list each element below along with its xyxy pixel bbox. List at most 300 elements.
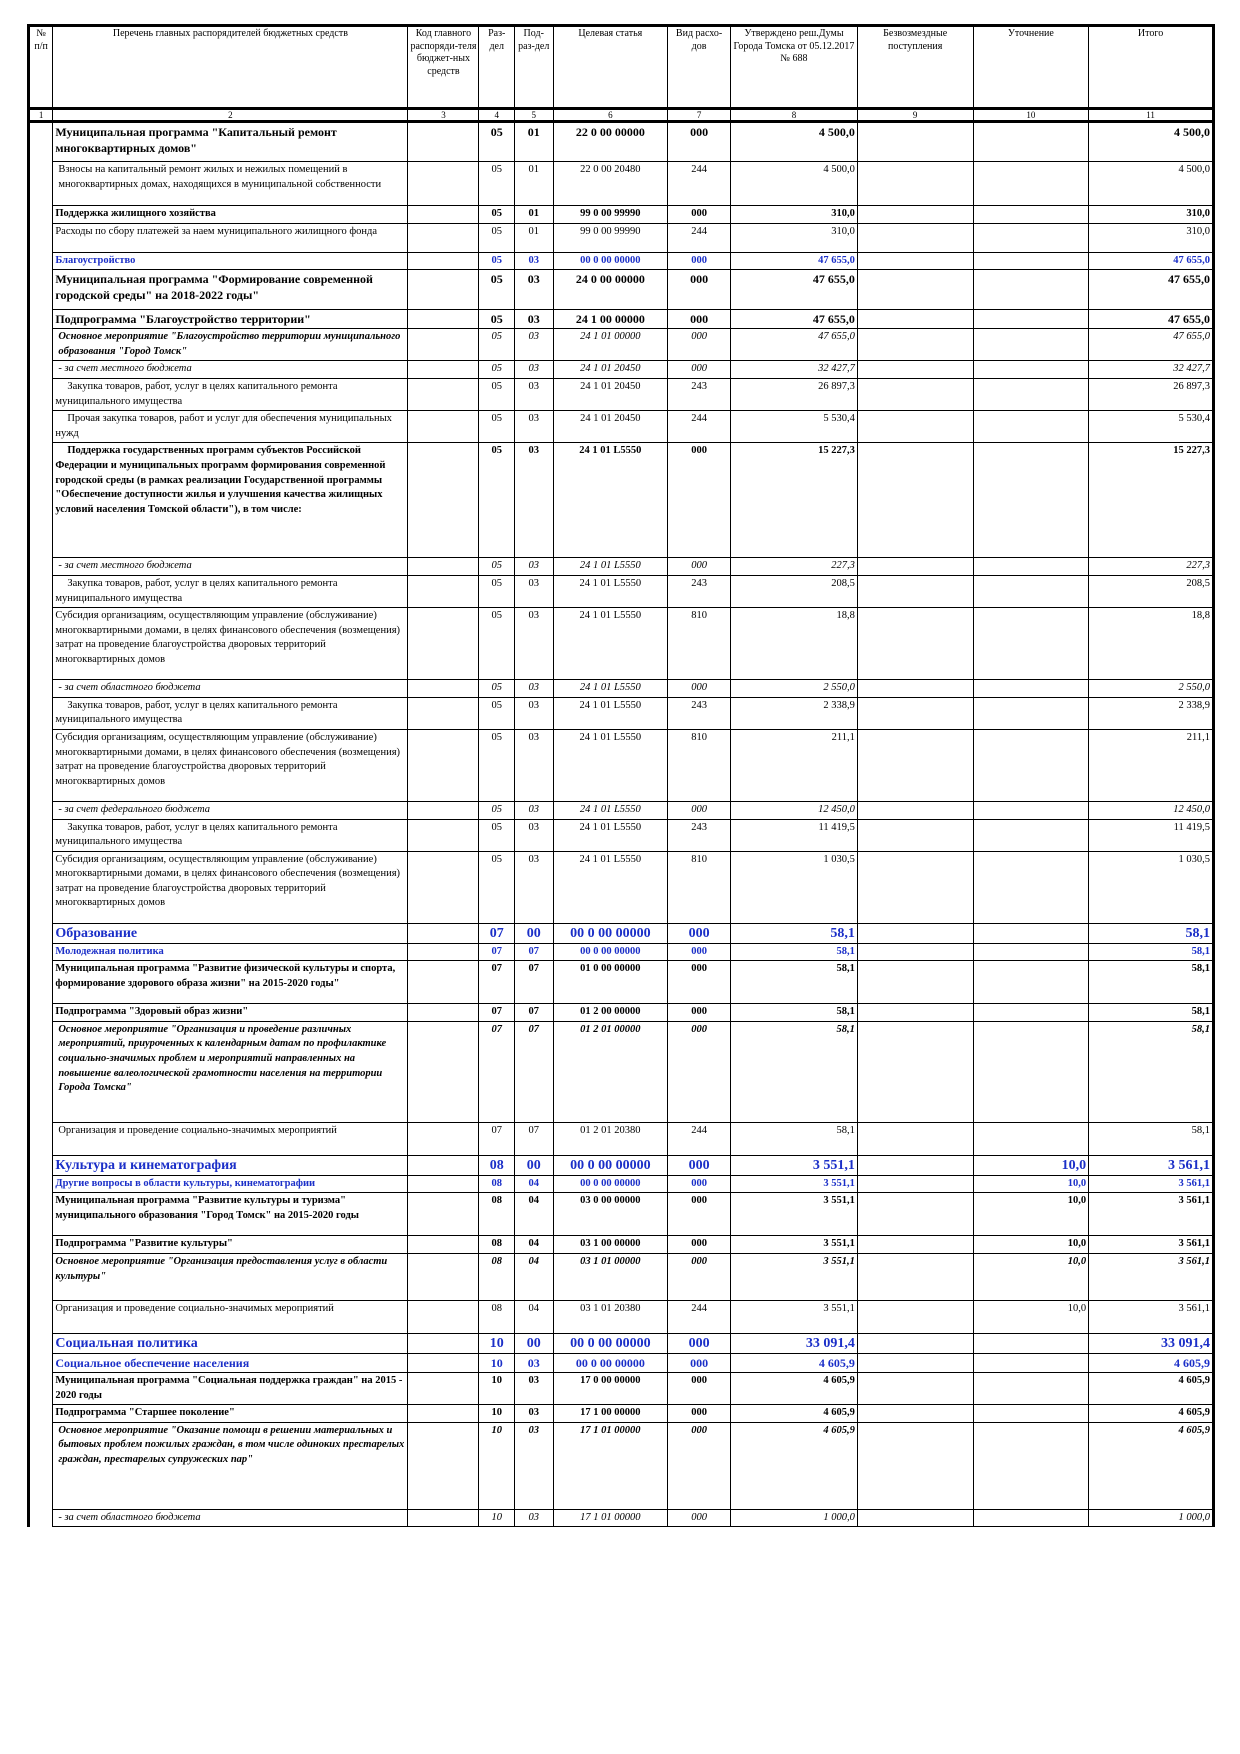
row-target: 24 1 01 L5550 (553, 729, 668, 801)
row-gratuitous (857, 851, 973, 923)
row-number-cell (29, 206, 53, 224)
row-clarification (973, 378, 1089, 410)
row-expense-type: 000 (668, 1254, 731, 1301)
row-podrazdel: 07 (514, 1122, 553, 1155)
header-col-8: Утверждено реш.Думы Города Томска от 05.12.2017 № 688 (731, 26, 858, 109)
row-total: 58,1 (1089, 923, 1214, 943)
row-number-cell (29, 378, 53, 410)
row-razdel: 10 (479, 1405, 515, 1423)
row-target: 99 0 00 99990 (553, 206, 668, 224)
row-approved: 3 551,1 (731, 1175, 858, 1193)
row-number-cell (29, 961, 53, 1004)
row-name: Другие вопросы в области культуры, кинематографии (53, 1175, 408, 1193)
header-num-7: 7 (668, 109, 731, 122)
row-clarification (973, 680, 1089, 698)
row-podrazdel: 04 (514, 1175, 553, 1193)
row-kod (408, 575, 479, 607)
row-kod (408, 680, 479, 698)
row-clarification (973, 1422, 1089, 1509)
row-approved: 12 450,0 (731, 801, 858, 819)
row-clarification (973, 1004, 1089, 1022)
row-expense-type: 000 (668, 1373, 731, 1405)
row-name: Закупка товаров, работ, услуг в целях капитального ремонта муниципального имущества (53, 819, 408, 851)
row-number-cell (29, 270, 53, 310)
row-approved: 208,5 (731, 575, 858, 607)
row-expense-type: 000 (668, 1236, 731, 1254)
row-razdel: 05 (479, 252, 515, 270)
row-podrazdel: 03 (514, 310, 553, 329)
row-number-cell (29, 1509, 53, 1527)
row-target: 01 2 00 00000 (553, 1004, 668, 1022)
row-number-cell (29, 361, 53, 379)
row-total: 47 655,0 (1089, 329, 1214, 361)
row-name: Закупка товаров, работ, услуг в целях капитального ремонта муниципального имущества (53, 697, 408, 729)
row-approved: 47 655,0 (731, 310, 858, 329)
row-gratuitous (857, 961, 973, 1004)
row-gratuitous (857, 1334, 973, 1354)
row-podrazdel: 00 (514, 923, 553, 943)
row-podrazdel: 07 (514, 943, 553, 961)
row-kod (408, 329, 479, 361)
header-num-8: 8 (731, 109, 858, 122)
row-number-cell (29, 1254, 53, 1301)
row-podrazdel: 03 (514, 378, 553, 410)
row-target: 03 1 01 00000 (553, 1254, 668, 1301)
row-target: 24 1 01 L5550 (553, 680, 668, 698)
table-row (29, 1021, 1214, 1122)
header-num-2: 2 (53, 109, 408, 122)
table-row (29, 558, 1214, 576)
table-row (29, 329, 1214, 361)
row-kod (408, 1155, 479, 1175)
row-kod (408, 801, 479, 819)
row-total: 208,5 (1089, 575, 1214, 607)
row-approved: 58,1 (731, 923, 858, 943)
row-podrazdel: 03 (514, 1405, 553, 1423)
row-target: 24 1 01 20450 (553, 378, 668, 410)
row-gratuitous (857, 1422, 973, 1509)
row-approved: 4 500,0 (731, 162, 858, 206)
row-number-cell (29, 1175, 53, 1193)
header-col-3: Код главного распоряди-теля бюджет-ных средств (408, 26, 479, 109)
row-gratuitous (857, 558, 973, 576)
row-razdel: 10 (479, 1334, 515, 1354)
row-podrazdel: 03 (514, 443, 553, 558)
row-approved: 18,8 (731, 608, 858, 680)
table-row (29, 1193, 1214, 1236)
row-name: Культура и кинематография (53, 1155, 408, 1175)
row-number-cell (29, 801, 53, 819)
row-expense-type: 000 (668, 122, 731, 162)
row-clarification: 10,0 (973, 1155, 1089, 1175)
row-razdel: 08 (479, 1254, 515, 1301)
row-total: 18,8 (1089, 608, 1214, 680)
row-approved: 58,1 (731, 1021, 858, 1122)
table-row (29, 310, 1214, 329)
table-row (29, 270, 1214, 310)
row-expense-type: 000 (668, 558, 731, 576)
table-row (29, 122, 1214, 162)
row-gratuitous (857, 819, 973, 851)
row-kod (408, 1405, 479, 1423)
row-razdel: 08 (479, 1193, 515, 1236)
row-gratuitous (857, 1373, 973, 1405)
row-number-cell (29, 443, 53, 558)
row-expense-type: 810 (668, 851, 731, 923)
row-name: - за счет областного бюджета (53, 680, 408, 698)
row-expense-type: 000 (668, 310, 731, 329)
row-name: Социальное обеспечение населения (53, 1354, 408, 1373)
row-approved: 47 655,0 (731, 252, 858, 270)
row-target: 99 0 00 99990 (553, 223, 668, 252)
table-header (29, 26, 1214, 122)
row-gratuitous (857, 680, 973, 698)
row-razdel: 07 (479, 961, 515, 1004)
row-clarification (973, 729, 1089, 801)
row-kod (408, 223, 479, 252)
table-row (29, 1509, 1214, 1527)
row-clarification: 10,0 (973, 1175, 1089, 1193)
row-podrazdel: 00 (514, 1155, 553, 1175)
row-kod (408, 310, 479, 329)
row-name: Муниципальная программа "Развитие физической культуры и спорта, формирование здорового образа жизни" на 2015-2020 годы" (53, 961, 408, 1004)
row-podrazdel: 03 (514, 801, 553, 819)
row-gratuitous (857, 1354, 973, 1373)
row-approved: 211,1 (731, 729, 858, 801)
row-gratuitous (857, 122, 973, 162)
row-razdel: 05 (479, 411, 515, 443)
row-gratuitous (857, 1122, 973, 1155)
row-kod (408, 1422, 479, 1509)
row-target: 24 1 01 L5550 (553, 697, 668, 729)
row-gratuitous (857, 1301, 973, 1334)
row-gratuitous (857, 697, 973, 729)
row-gratuitous (857, 443, 973, 558)
row-podrazdel: 07 (514, 961, 553, 1004)
row-gratuitous (857, 252, 973, 270)
row-name: Социальная политика (53, 1334, 408, 1354)
row-kod (408, 851, 479, 923)
row-razdel: 08 (479, 1175, 515, 1193)
row-approved: 4 605,9 (731, 1373, 858, 1405)
row-total: 58,1 (1089, 961, 1214, 1004)
row-podrazdel: 03 (514, 608, 553, 680)
row-name: Подпрограмма "Благоустройство территории" (53, 310, 408, 329)
row-expense-type: 244 (668, 1122, 731, 1155)
row-clarification (973, 943, 1089, 961)
row-total: 4 605,9 (1089, 1422, 1214, 1509)
row-clarification (973, 310, 1089, 329)
row-expense-type: 243 (668, 697, 731, 729)
row-total: 211,1 (1089, 729, 1214, 801)
row-name: - за счет местного бюджета (53, 558, 408, 576)
row-clarification (973, 961, 1089, 1004)
row-expense-type: 244 (668, 162, 731, 206)
row-razdel: 07 (479, 1004, 515, 1022)
row-clarification (973, 361, 1089, 379)
row-expense-type: 000 (668, 961, 731, 1004)
budget-table (27, 24, 1215, 1527)
header-col-7: Вид расхо-дов (668, 26, 731, 109)
row-kod (408, 819, 479, 851)
row-target: 00 0 00 00000 (553, 943, 668, 961)
row-approved: 1 000,0 (731, 1509, 858, 1527)
row-clarification (973, 206, 1089, 224)
row-gratuitous (857, 1155, 973, 1175)
row-name: - за счет местного бюджета (53, 361, 408, 379)
row-name: Субсидия организациям, осуществляющим управление (обслуживание) многоквартирными домами, в целях финансового обеспечения (возмещения) затрат на проведение благоустройства дворовых территорий многоквартирных домов (53, 851, 408, 923)
row-target: 00 0 00 00000 (553, 1334, 668, 1354)
row-approved: 32 427,7 (731, 361, 858, 379)
row-kod (408, 252, 479, 270)
row-podrazdel: 07 (514, 1021, 553, 1122)
row-name: Субсидия организациям, осуществляющим управление (обслуживание) многоквартирными домами, в целях финансового обеспечения (возмещения) затрат на проведение благоустройства дворовых территорий многоквартирных домов (53, 608, 408, 680)
row-kod (408, 411, 479, 443)
row-number-cell (29, 1004, 53, 1022)
row-name: Муниципальная программа "Развитие культуры и туризма" муниципального образования "Город Томск" на 2015-2020 годы (53, 1193, 408, 1236)
table-row (29, 1155, 1214, 1175)
row-podrazdel: 03 (514, 1373, 553, 1405)
row-razdel: 07 (479, 943, 515, 961)
row-target: 24 1 01 L5550 (553, 819, 668, 851)
row-kod (408, 361, 479, 379)
table-row (29, 943, 1214, 961)
table-row (29, 819, 1214, 851)
row-target: 24 1 01 L5550 (553, 558, 668, 576)
row-clarification (973, 223, 1089, 252)
row-kod (408, 1004, 479, 1022)
row-number-cell (29, 923, 53, 943)
row-clarification (973, 270, 1089, 310)
row-total: 58,1 (1089, 1004, 1214, 1022)
row-name: Подпрограмма "Развитие культуры" (53, 1236, 408, 1254)
row-total: 3 561,1 (1089, 1193, 1214, 1236)
row-number-cell (29, 851, 53, 923)
table-row (29, 1122, 1214, 1155)
table-row (29, 378, 1214, 410)
row-razdel: 08 (479, 1236, 515, 1254)
header-num-11: 11 (1089, 109, 1214, 122)
row-total: 3 561,1 (1089, 1236, 1214, 1254)
row-clarification (973, 411, 1089, 443)
row-approved: 2 550,0 (731, 680, 858, 698)
row-clarification (973, 558, 1089, 576)
row-target: 03 1 00 00000 (553, 1236, 668, 1254)
row-expense-type: 000 (668, 1004, 731, 1022)
row-total: 47 655,0 (1089, 252, 1214, 270)
row-gratuitous (857, 310, 973, 329)
row-number-cell (29, 122, 53, 162)
row-podrazdel: 03 (514, 680, 553, 698)
row-podrazdel: 03 (514, 575, 553, 607)
row-approved: 58,1 (731, 943, 858, 961)
row-total: 58,1 (1089, 1122, 1214, 1155)
row-name: Муниципальная программа "Формирование современной городской среды" на 2018-2022 годы" (53, 270, 408, 310)
table-row (29, 1373, 1214, 1405)
row-name: Муниципальная программа "Социальная поддержка граждан" на 2015 - 2020 годы (53, 1373, 408, 1405)
row-podrazdel: 03 (514, 270, 553, 310)
row-target: 01 2 01 00000 (553, 1021, 668, 1122)
row-number-cell (29, 1021, 53, 1122)
row-number-cell (29, 1122, 53, 1155)
row-approved: 58,1 (731, 1004, 858, 1022)
row-gratuitous (857, 1509, 973, 1527)
header-num-10: 10 (973, 109, 1089, 122)
row-kod (408, 558, 479, 576)
header-row (29, 26, 1214, 109)
row-target: 00 0 00 00000 (553, 1354, 668, 1373)
row-podrazdel: 03 (514, 697, 553, 729)
table-row (29, 1405, 1214, 1423)
row-kod (408, 697, 479, 729)
row-approved: 3 551,1 (731, 1301, 858, 1334)
row-podrazdel: 03 (514, 252, 553, 270)
table-row (29, 697, 1214, 729)
row-target: 24 1 01 00000 (553, 329, 668, 361)
header-col-4: Раз-дел (479, 26, 515, 109)
row-total: 4 605,9 (1089, 1354, 1214, 1373)
row-kod (408, 729, 479, 801)
row-razdel: 05 (479, 206, 515, 224)
row-approved: 4 500,0 (731, 122, 858, 162)
row-gratuitous (857, 270, 973, 310)
table-row (29, 729, 1214, 801)
row-number-cell (29, 252, 53, 270)
row-gratuitous (857, 206, 973, 224)
row-kod (408, 1509, 479, 1527)
row-expense-type: 000 (668, 923, 731, 943)
row-approved: 4 605,9 (731, 1422, 858, 1509)
row-approved: 310,0 (731, 223, 858, 252)
row-name: Субсидия организациям, осуществляющим управление (обслуживание) многоквартирными домами, в целях финансового обеспечения (возмещения) затрат на проведение благоустройства дворовых территорий многоквартирных домов (53, 729, 408, 801)
row-gratuitous (857, 1254, 973, 1301)
row-name: Благоустройство (53, 252, 408, 270)
row-approved: 33 091,4 (731, 1334, 858, 1354)
row-name: Поддержка государственных программ субъектов Российской Федерации и муниципальных программ формирования современной городской среды (в рамках реализации Государственной программы "Обеспечение доступности жилья и улучшения качества жилищных условий населения Томской области"), в том числе: (53, 443, 408, 558)
row-razdel: 05 (479, 162, 515, 206)
row-clarification (973, 1354, 1089, 1373)
row-total: 310,0 (1089, 206, 1214, 224)
row-expense-type: 243 (668, 819, 731, 851)
row-name: Муниципальная программа "Капитальный ремонт многоквартирных домов" (53, 122, 408, 162)
header-col-10: Уточнение (973, 26, 1089, 109)
row-expense-type: 000 (668, 1193, 731, 1236)
row-approved: 58,1 (731, 1122, 858, 1155)
row-number-cell (29, 1155, 53, 1175)
table-row (29, 252, 1214, 270)
row-approved: 4 605,9 (731, 1354, 858, 1373)
row-total: 4 605,9 (1089, 1405, 1214, 1423)
row-name: Подпрограмма "Здоровый образ жизни" (53, 1004, 408, 1022)
row-kod (408, 206, 479, 224)
row-podrazdel: 03 (514, 361, 553, 379)
row-total: 26 897,3 (1089, 378, 1214, 410)
row-podrazdel: 03 (514, 1422, 553, 1509)
row-razdel: 08 (479, 1155, 515, 1175)
row-podrazdel: 04 (514, 1193, 553, 1236)
row-target: 03 0 00 00000 (553, 1193, 668, 1236)
row-number-cell (29, 819, 53, 851)
row-target: 24 1 01 L5550 (553, 801, 668, 819)
row-number-cell (29, 1422, 53, 1509)
row-approved: 2 338,9 (731, 697, 858, 729)
row-expense-type: 243 (668, 378, 731, 410)
row-gratuitous (857, 1021, 973, 1122)
row-gratuitous (857, 575, 973, 607)
row-name: Основное мероприятие "Благоустройство территории муниципального образования "Город Томск" (53, 329, 408, 361)
row-kod (408, 1301, 479, 1334)
row-razdel: 08 (479, 1301, 515, 1334)
row-total: 12 450,0 (1089, 801, 1214, 819)
column-number-row (29, 109, 1214, 122)
row-clarification: 10,0 (973, 1236, 1089, 1254)
row-podrazdel: 01 (514, 206, 553, 224)
row-gratuitous (857, 223, 973, 252)
row-clarification (973, 252, 1089, 270)
row-number-cell (29, 310, 53, 329)
row-target: 24 1 01 L5550 (553, 608, 668, 680)
header-num-6: 6 (553, 109, 668, 122)
table-row (29, 1334, 1214, 1354)
row-total: 11 419,5 (1089, 819, 1214, 851)
row-expense-type: 000 (668, 270, 731, 310)
row-razdel: 07 (479, 1021, 515, 1122)
row-number-cell (29, 1193, 53, 1236)
row-total: 3 561,1 (1089, 1301, 1214, 1334)
row-total: 3 561,1 (1089, 1175, 1214, 1193)
header-col-5: Под-раз-дел (514, 26, 553, 109)
table-row (29, 1422, 1214, 1509)
row-razdel: 10 (479, 1422, 515, 1509)
row-expense-type: 000 (668, 1354, 731, 1373)
row-name: - за счет федерального бюджета (53, 801, 408, 819)
row-number-cell (29, 162, 53, 206)
row-clarification (973, 819, 1089, 851)
row-clarification (973, 1122, 1089, 1155)
row-kod (408, 1122, 479, 1155)
row-approved: 4 605,9 (731, 1405, 858, 1423)
row-podrazdel: 07 (514, 1004, 553, 1022)
row-clarification: 10,0 (973, 1301, 1089, 1334)
row-kod (408, 162, 479, 206)
row-approved: 26 897,3 (731, 378, 858, 410)
table-row (29, 680, 1214, 698)
row-expense-type: 000 (668, 443, 731, 558)
row-kod (408, 378, 479, 410)
row-clarification (973, 1509, 1089, 1527)
row-podrazdel: 00 (514, 1334, 553, 1354)
row-razdel: 05 (479, 270, 515, 310)
row-kod (408, 943, 479, 961)
row-target: 22 0 00 20480 (553, 162, 668, 206)
row-podrazdel: 04 (514, 1254, 553, 1301)
row-target: 24 1 00 00000 (553, 310, 668, 329)
row-gratuitous (857, 1405, 973, 1423)
row-razdel: 07 (479, 923, 515, 943)
row-name: Закупка товаров, работ, услуг в целях капитального ремонта муниципального имущества (53, 378, 408, 410)
row-number-cell (29, 1354, 53, 1373)
row-total: 227,3 (1089, 558, 1214, 576)
row-approved: 58,1 (731, 961, 858, 1004)
row-number-cell (29, 1373, 53, 1405)
row-number-cell (29, 1405, 53, 1423)
table-row (29, 1175, 1214, 1193)
row-kod (408, 443, 479, 558)
row-podrazdel: 03 (514, 411, 553, 443)
row-podrazdel: 03 (514, 819, 553, 851)
row-number-cell (29, 411, 53, 443)
row-number-cell (29, 608, 53, 680)
